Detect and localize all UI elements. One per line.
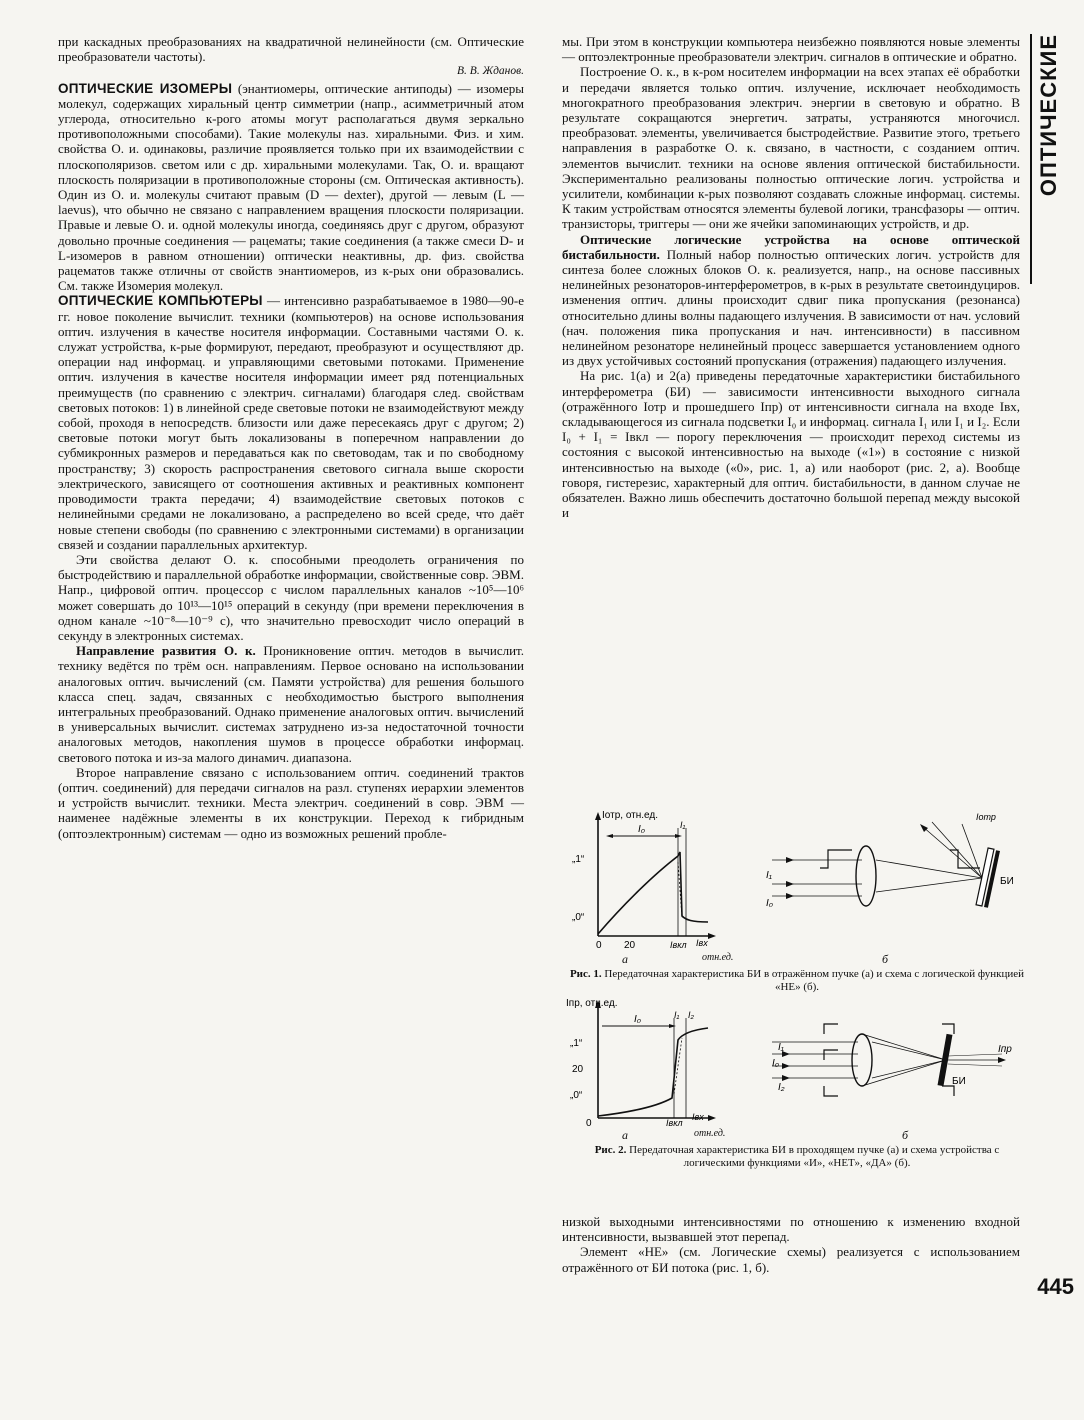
fig2-level-zero: „0“ [570,1090,583,1101]
entry-text-isomers: (энантиомеры, оптические антиподы) — изомеры молекул, содержащих хиральный центр симметрии (напр., асимметричный атом углерода, относительно к-рого атомы могут располагаться двумя зеркально противоположными способами). Такие молекулы наз. хиральными. Физ. и хим. свойства О. и. одинаковы, различие проявляется только при их взаимодействии с плоскополяризов. светом или с др. хиральными молекулами. Так, О. и. вращают плоскость поляризации в противоположные стороны (см. Оптическая активность). Один из О. и. молекулы считают правым (D — dexter), другой — левым (L — laevus), что обычно не связано с направлением вращения плоскости поляризации. Правые и левые О. и. одной молекулы иногда, соединяясь друг с другом, образуют довольно прочные соединения — рацематы; такие соединения (а также смеси D- и L-изомеров в равном отношении) оптически неактивны, др. физ. свойства рацематов также отличны от свойств энантиомеров, из к-рых они образовались. См. также Изомерия молекул. [58,80,524,294]
fig2-right-bi: БИ [952,1076,966,1087]
paragraph: мы. При этом в конструкции компьютера неизбежно появляются новые элементы — оптоэлектронные преобразователи электрич. сигналов в оптические и обратно. [562,34,1020,65]
paragraph [562,232,1020,369]
paragraph: Построение О. к., в к-ром носителем информации на всех этапах её обработки и передачи является только оптич. излучение, исключает необходимость многократного преобразования электрич. энергии в световую и обратно. В результате сокращаются энергетич. затраты, устраняются многочисл. преобразоват. элементы, увеличивается быстродействие. Развитие этого, третьего направления в разработке О. к. связано, в частности, с созданием оптич. элементов вычислит. техники на основе явления оптической бистабильности. Экспериментально реализованы полностью оптические логич. устройства и усилители, комбинации к-рых позволяют создавать сложные информац. системы. К таким устройствам относятся элементы булевой логики, трансфазоры — оптич. транзисторы, триггеры — они же ячейки запоминающих устройств, и др. [562,64,1020,232]
fig2-caption-lead: Рис. 2. [594,1144,627,1156]
fig1-tick0: 0 [596,940,602,951]
fig2-ivkl: Iвкл [666,1118,683,1128]
paragraph: Эти свойства делают О. к. способными преодолеть ограничения по быстродействию и параллельной обработке информации, свойственные совр. ЭВМ. Напр., цифровой оптич. процессор с числом параллельных каналов ~10⁵—10⁶ может совершать до 10¹³—10¹⁵ операций в секунду (при времени переключения в одном канале ~10⁻⁸—10⁻⁹ с), что значительно превосходит число операций в секунду в электронных системах. [58,551,524,643]
page-number: 445 [1037,1274,1074,1299]
entry-term-isomers: ОПТИЧЕСКИЕ ИЗОМЕРЫ [58,80,233,96]
fig2-lens [852,1034,872,1086]
entry-optical-computers [58,293,524,551]
entry-term-computers: ОПТИЧЕСКИЕ КОМПЬЮТЕРЫ [58,293,263,309]
entry-text-computers: — интенсивно разрабатываемое в 1980—90-е гг. новое поколение вычислит. техники (компьютеров) на основе использования оптич. излучения в качестве носителя информации. Составными частями О. к. служат устройства, к-рые формируют, передают, преобразуют и осуществляют др. операции над информац. и управляющими световыми потоками. Применение оптич. излучения в качестве носителя информации имеет ряд потенциальных преимуществ (по сравнению с электрич. сигналами) благодаря след. свойствам световых потоков: 1) в линейной среде световые потоки не взаимодействуют между собой, проходя в непосредств. близости или даже пересекаясь друг с другом; 2) световые потоки могут быть локализованы в поперечном направлении до субмикронных размеров и передаваться как по световодам, так и по свободному пространству; 3) скорость распространения светового сигнала выше скорости электрического, зависящего от соотношения активных и реактивных компонент проводимости тракта передачи; 4) взаимодействие световых потоков с нелинейными средами не локализовано, а распределено во всей среде, что даёт новые степени свободы (по сравнению с электронными системами) в организации связей и создании параллельных архитектур. [58,293,524,552]
fig1-level-zero: „0“ [572,912,585,923]
arrow-x [708,933,716,939]
right-column-tail [562,1214,1020,1275]
fig1-right-bi: БИ [1000,876,1014,887]
continuation-text: при каскадных преобразованиях на квадратичной нелинейности (см. Оптические преобразователи частоты). [58,34,524,65]
fig1-lens [856,846,876,906]
fig2-ivx: Iвх [692,1112,704,1122]
paragraph-text: Проникновение оптич. методов в вычислит. технику ведётся по трём осн. направлениям. Первое основано на использовании аналоговых оптич. вычислений (см. Памяти устройства) для решения большого класса спец. задач, связанных с необходимостью быстрого выполнения интегральных преобразований. Однако применение аналоговых оптич. вычислений в универсальных вычислит. системах затруднено из-за недостаточной точности аналоговых методов, накопления шумов в процессе обработки информац. светового потока и из-за малого динамич. диапазона. [58,643,524,765]
fig1-ivx: Iвх [696,938,708,948]
fig1-i0: I₀ [638,824,645,835]
fig2-caption [568,1144,1026,1170]
author-signature: В. В. Жданов. [457,65,524,78]
running-head: ОПТИЧЕСКИЕ [1036,34,1061,197]
paragraph: На рис. 1(а) и 2(а) приведены передаточные характеристики бистабильного интерферометра (БИ) — зависимости интенсивности выходного сигнала (отражённого Iотр и прошедшего Iпр) от интенсивности сигнала на входе Iвх, складывающегося из сигнала подсветки I₀ и информац. сигнала I₁ или I₁ и I₂. Если I₀ + I₁ = Iвкл — порогу переключения — происходит переход системы из состояния с высокой интенсивностью на выходе («1») в состояние с низкой интенсивностью на выходе («0», рис. 1, а) или наоборот (рис. 2, а). Вообще говоря, гистерезис, характерный для оптич. бистабильности, в данном случае не обязателен. Важно лишь обеспечить достаточно большой перепад между высокой и [562,368,1020,521]
fig2-right-i1: I₁ [778,1042,784,1053]
fig1-panel-a: а [622,952,628,966]
running-head-rule [1030,34,1032,284]
fig2-right-ipr: Iпр [998,1044,1012,1055]
fig2-right-i2: I₂ [778,1082,785,1093]
fig2-right-i0: I₀ [772,1058,779,1069]
fig2-level-one: „1“ [570,1038,583,1049]
figure-2-drawing [562,994,1032,1128]
left-column [58,34,524,841]
fig1-panel-b: б [882,952,889,966]
fig2-i2: I₂ [688,1010,694,1020]
figure-1 [562,806,1032,994]
fig2-panel-a: а [622,1128,628,1142]
fig2-curve [598,1028,708,1116]
paragraph: низкой выходными интенсивностями по отношению к изменению входной интенсивности, вызвавшей этот перепад. [562,1214,1020,1245]
paragraph [58,643,524,765]
entry-optical-isomers [58,81,524,294]
fig2-panel-b: б [902,1128,909,1142]
fig2-i1: I₁ [674,1010,680,1020]
subheading: Направление развития О. к. [76,643,256,659]
fig1-caption [568,968,1026,994]
paragraph: Элемент «НЕ» (см. Логические схемы) реализуется с использованием отражённого от БИ потока (рис. 1, б). [562,1244,1020,1275]
fig1-ivkl: Iвкл [670,940,687,950]
subheading: Оптические логические устройства на основе оптической бистабильности. [562,231,1020,262]
fig1-i1: I₁ [680,820,686,830]
fig2-i0: I₀ [634,1014,641,1025]
fig1-xunit: отн.ед. [702,952,734,963]
fig1-tick20: 20 [624,940,636,951]
fig2-tick0: 0 [586,1118,592,1128]
fig1-level-one: „1“ [572,854,585,865]
paragraph: Второе направление связано с использованием оптич. соединений трактов (оптич. соединений) для передачи сигналов на разл. ступенях иерархии элементов и устройств вычислит. техники. Места электрич. соединений в совр. ЭВМ — наименее надёжные элементы в их конструкции. Переход к гибридным (оптоэлектронным) системам — одно из возможных решений пробле- [58,764,524,841]
fig2-caption-text: Передаточная характеристика БИ в проходящем пучке (а) и схема устройства с логическими функциями «И», «НЕТ», «ДА» (б). [629,1144,1000,1169]
fig1-right-i1: I₁ [766,870,772,881]
fig1-caption-lead: Рис. 1. [569,968,602,980]
figure-2 [562,994,1032,1170]
paragraph-text: Полный набор полностью оптических логич. устройств для синтеза более сложных блоков О. к. реализуется, напр., на основе пассивных нелинейных резонаторов-интерферометров, в к-рых в результате светоиндуциров. изменения оптич. длины происходит сдвиг пика пропускания (резонанса) относительно длины волны падающего излучения. В зависимости от нач. условий (нач. положения пика пропускания и нач. интенсивности) в пассивном нелинейном резонаторе нелинейный процесс завершается установлением одного из двух устойчивых состояний пропускания (отражения) падающего излучения. [562,246,1020,369]
fig1-caption-text: Передаточная характеристика БИ в отражённом пучке (а) и схема с логической функцией «НЕ» (б). [604,968,1025,993]
arrow-y [595,812,601,820]
fig2-xunit: отн.ед. [694,1128,726,1139]
fig2-ylabel: Iпр, отн.ед. [566,998,618,1009]
right-column [562,34,1020,521]
figure-1-drawing [562,806,1032,952]
fig1-right-iotr: Iотр [976,812,996,822]
fig1-curve [598,852,708,934]
fig1-ylabel: Iотр, отн.ед. [602,810,658,821]
fig1-right-i0: I₀ [766,898,773,909]
fig2-tick20: 20 [572,1064,584,1075]
